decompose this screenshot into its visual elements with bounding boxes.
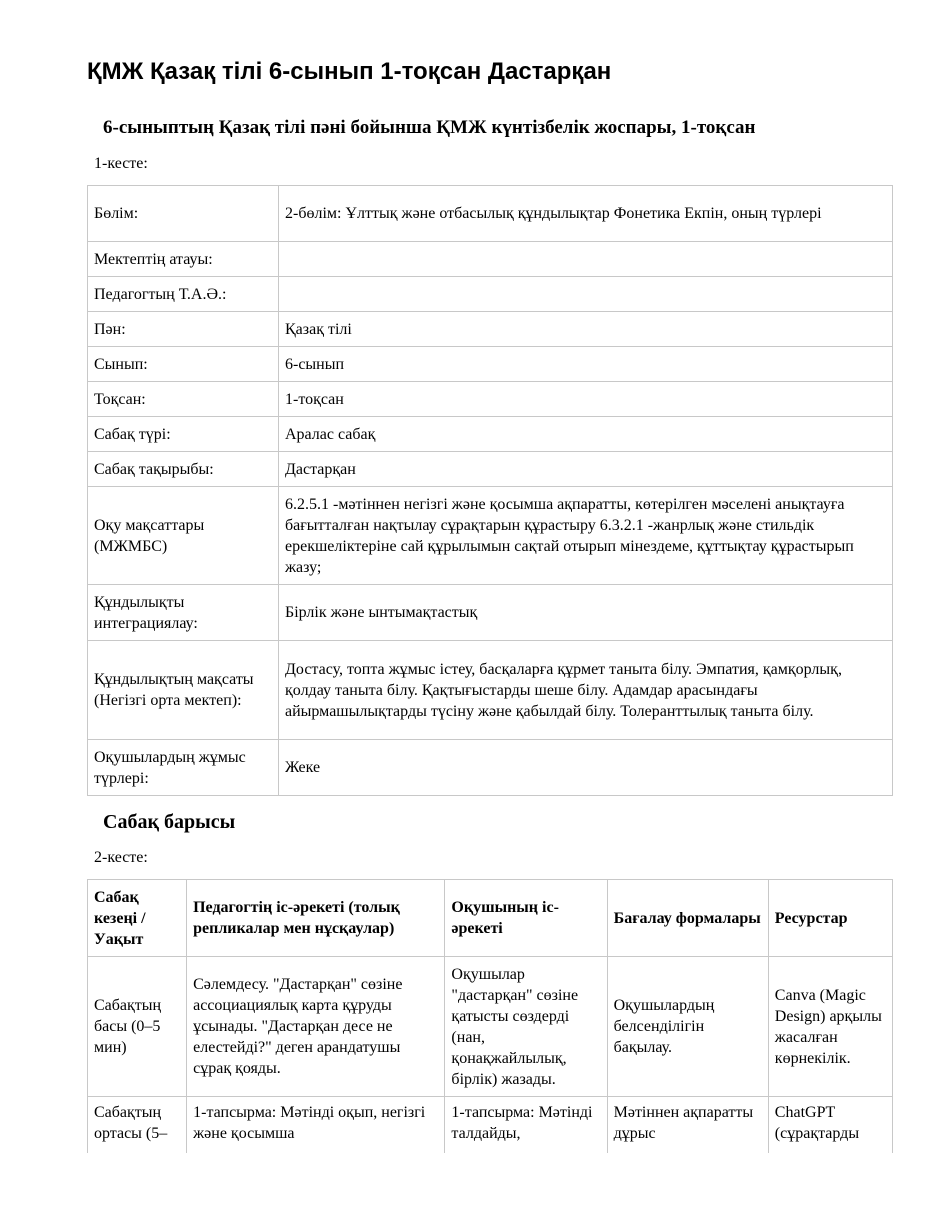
table-row bbox=[88, 957, 893, 1097]
table-cell: Сабақтың басы (0–5 мин) bbox=[88, 957, 187, 1097]
info-value: Жеке bbox=[279, 740, 893, 796]
info-key: Құндылықты интеграциялау: bbox=[88, 585, 279, 641]
info-key: Оқу мақсаттары (МЖМБС) bbox=[88, 487, 279, 585]
table-cell: Сәлемдесу. "Дастарқан" сөзіне ассоциациялық карта құруды ұсынады. "Дастарқан десе не елестейді?" деген арандатушы сұрақ қояды. bbox=[187, 957, 445, 1097]
info-value: 2-бөлім: Ұлттық және отбасылық құндылықтар Фонетика Екпін, оның түрлері bbox=[279, 186, 893, 242]
column-header: Бағалау формалары bbox=[607, 880, 768, 957]
info-value: 6.2.5.1 -мәтіннен негізгі және қосымша ақпаратты, көтерілген мәселені анықтауға бағытталған нақтылау сұрақтарын құрастыру 6.3.2.1 -жанрлық және стильдік ерекшеліктеріне сай құрылымын сақтай отырып мінездеме, құттықтау құрастырып жазу; bbox=[279, 487, 893, 585]
info-key: Құндылықтың мақсаты (Негізгі орта мектеп): bbox=[88, 641, 279, 740]
info-value: Дастарқан bbox=[279, 452, 893, 487]
info-value: Аралас сабақ bbox=[279, 417, 893, 452]
table-cell: Мәтіннен ақпаратты дұрыс bbox=[607, 1097, 768, 1154]
info-value: Бірлік және ынтымақтастық bbox=[279, 585, 893, 641]
info-value: Қазақ тілі bbox=[279, 312, 893, 347]
table-cell: ChatGPT (сұрақтарды bbox=[768, 1097, 892, 1154]
info-key: Мектептің атауы: bbox=[88, 242, 279, 277]
column-header: Ресурстар bbox=[768, 880, 892, 957]
info-key: Тоқсан: bbox=[88, 382, 279, 417]
table-row bbox=[88, 1097, 893, 1154]
info-key: Сабақ тақырыбы: bbox=[88, 452, 279, 487]
table-cell: Canva (Magic Design) арқылы жасалған көрнекілік. bbox=[768, 957, 892, 1097]
column-header: Сабақ кезеңі / Уақыт bbox=[88, 880, 187, 957]
info-key: Сабақ түрі: bbox=[88, 417, 279, 452]
table-cell: 1-тапсырма: Мәтінді оқып, негізгі және қосымша bbox=[187, 1097, 445, 1154]
page-title: ҚМЖ Қазақ тілі 6-сынып 1-тоқсан Дастарқан bbox=[87, 58, 612, 85]
table1-caption: 1-кесте: bbox=[94, 155, 148, 172]
column-header: Педагогтің іс-әрекеті (толық репликалар мен нұсқаулар) bbox=[187, 880, 445, 957]
table2-caption: 2-кесте: bbox=[94, 849, 148, 866]
table-cell: 1-тапсырма: Мәтінді талдайды, bbox=[445, 1097, 607, 1154]
lesson-flow-table bbox=[87, 879, 893, 1153]
column-header: Оқушының іс-әрекеті bbox=[445, 880, 607, 957]
table-cell: Оқушылар "дастарқан" сөзіне қатысты сөздерді (нан, қонақжайлылық, бірлік) жазады. bbox=[445, 957, 607, 1097]
info-key: Пән: bbox=[88, 312, 279, 347]
info-key: Бөлім: bbox=[88, 186, 279, 242]
table-cell: Оқушылардың белсенділігін бақылау. bbox=[607, 957, 768, 1097]
info-value: 1-тоқсан bbox=[279, 382, 893, 417]
section-title: Сабақ барысы bbox=[103, 811, 236, 833]
info-value: Достасу, топта жұмыс істеу, басқаларға құрмет таныта білу. Эмпатия, қамқорлық, қолдау таныта білу. Қақтығыстарды шеше білу. Адамдар арасындағы айырмашылықтарды түсіну және қабылдай білу. Толеранттылық таныта білу. bbox=[279, 641, 893, 740]
table-cell: Сабақтың ортасы (5– bbox=[88, 1097, 187, 1154]
info-key: Сынып: bbox=[88, 347, 279, 382]
info-key: Оқушылардың жұмыс түрлері: bbox=[88, 740, 279, 796]
document-subtitle: 6-сыныптың Қазақ тілі пәні бойынша ҚМЖ күнтізбелік жоспары, 1-тоқсан bbox=[103, 117, 756, 138]
info-key: Педагогтың Т.А.Ә.: bbox=[88, 277, 279, 312]
info-value: 6-сынып bbox=[279, 347, 893, 382]
